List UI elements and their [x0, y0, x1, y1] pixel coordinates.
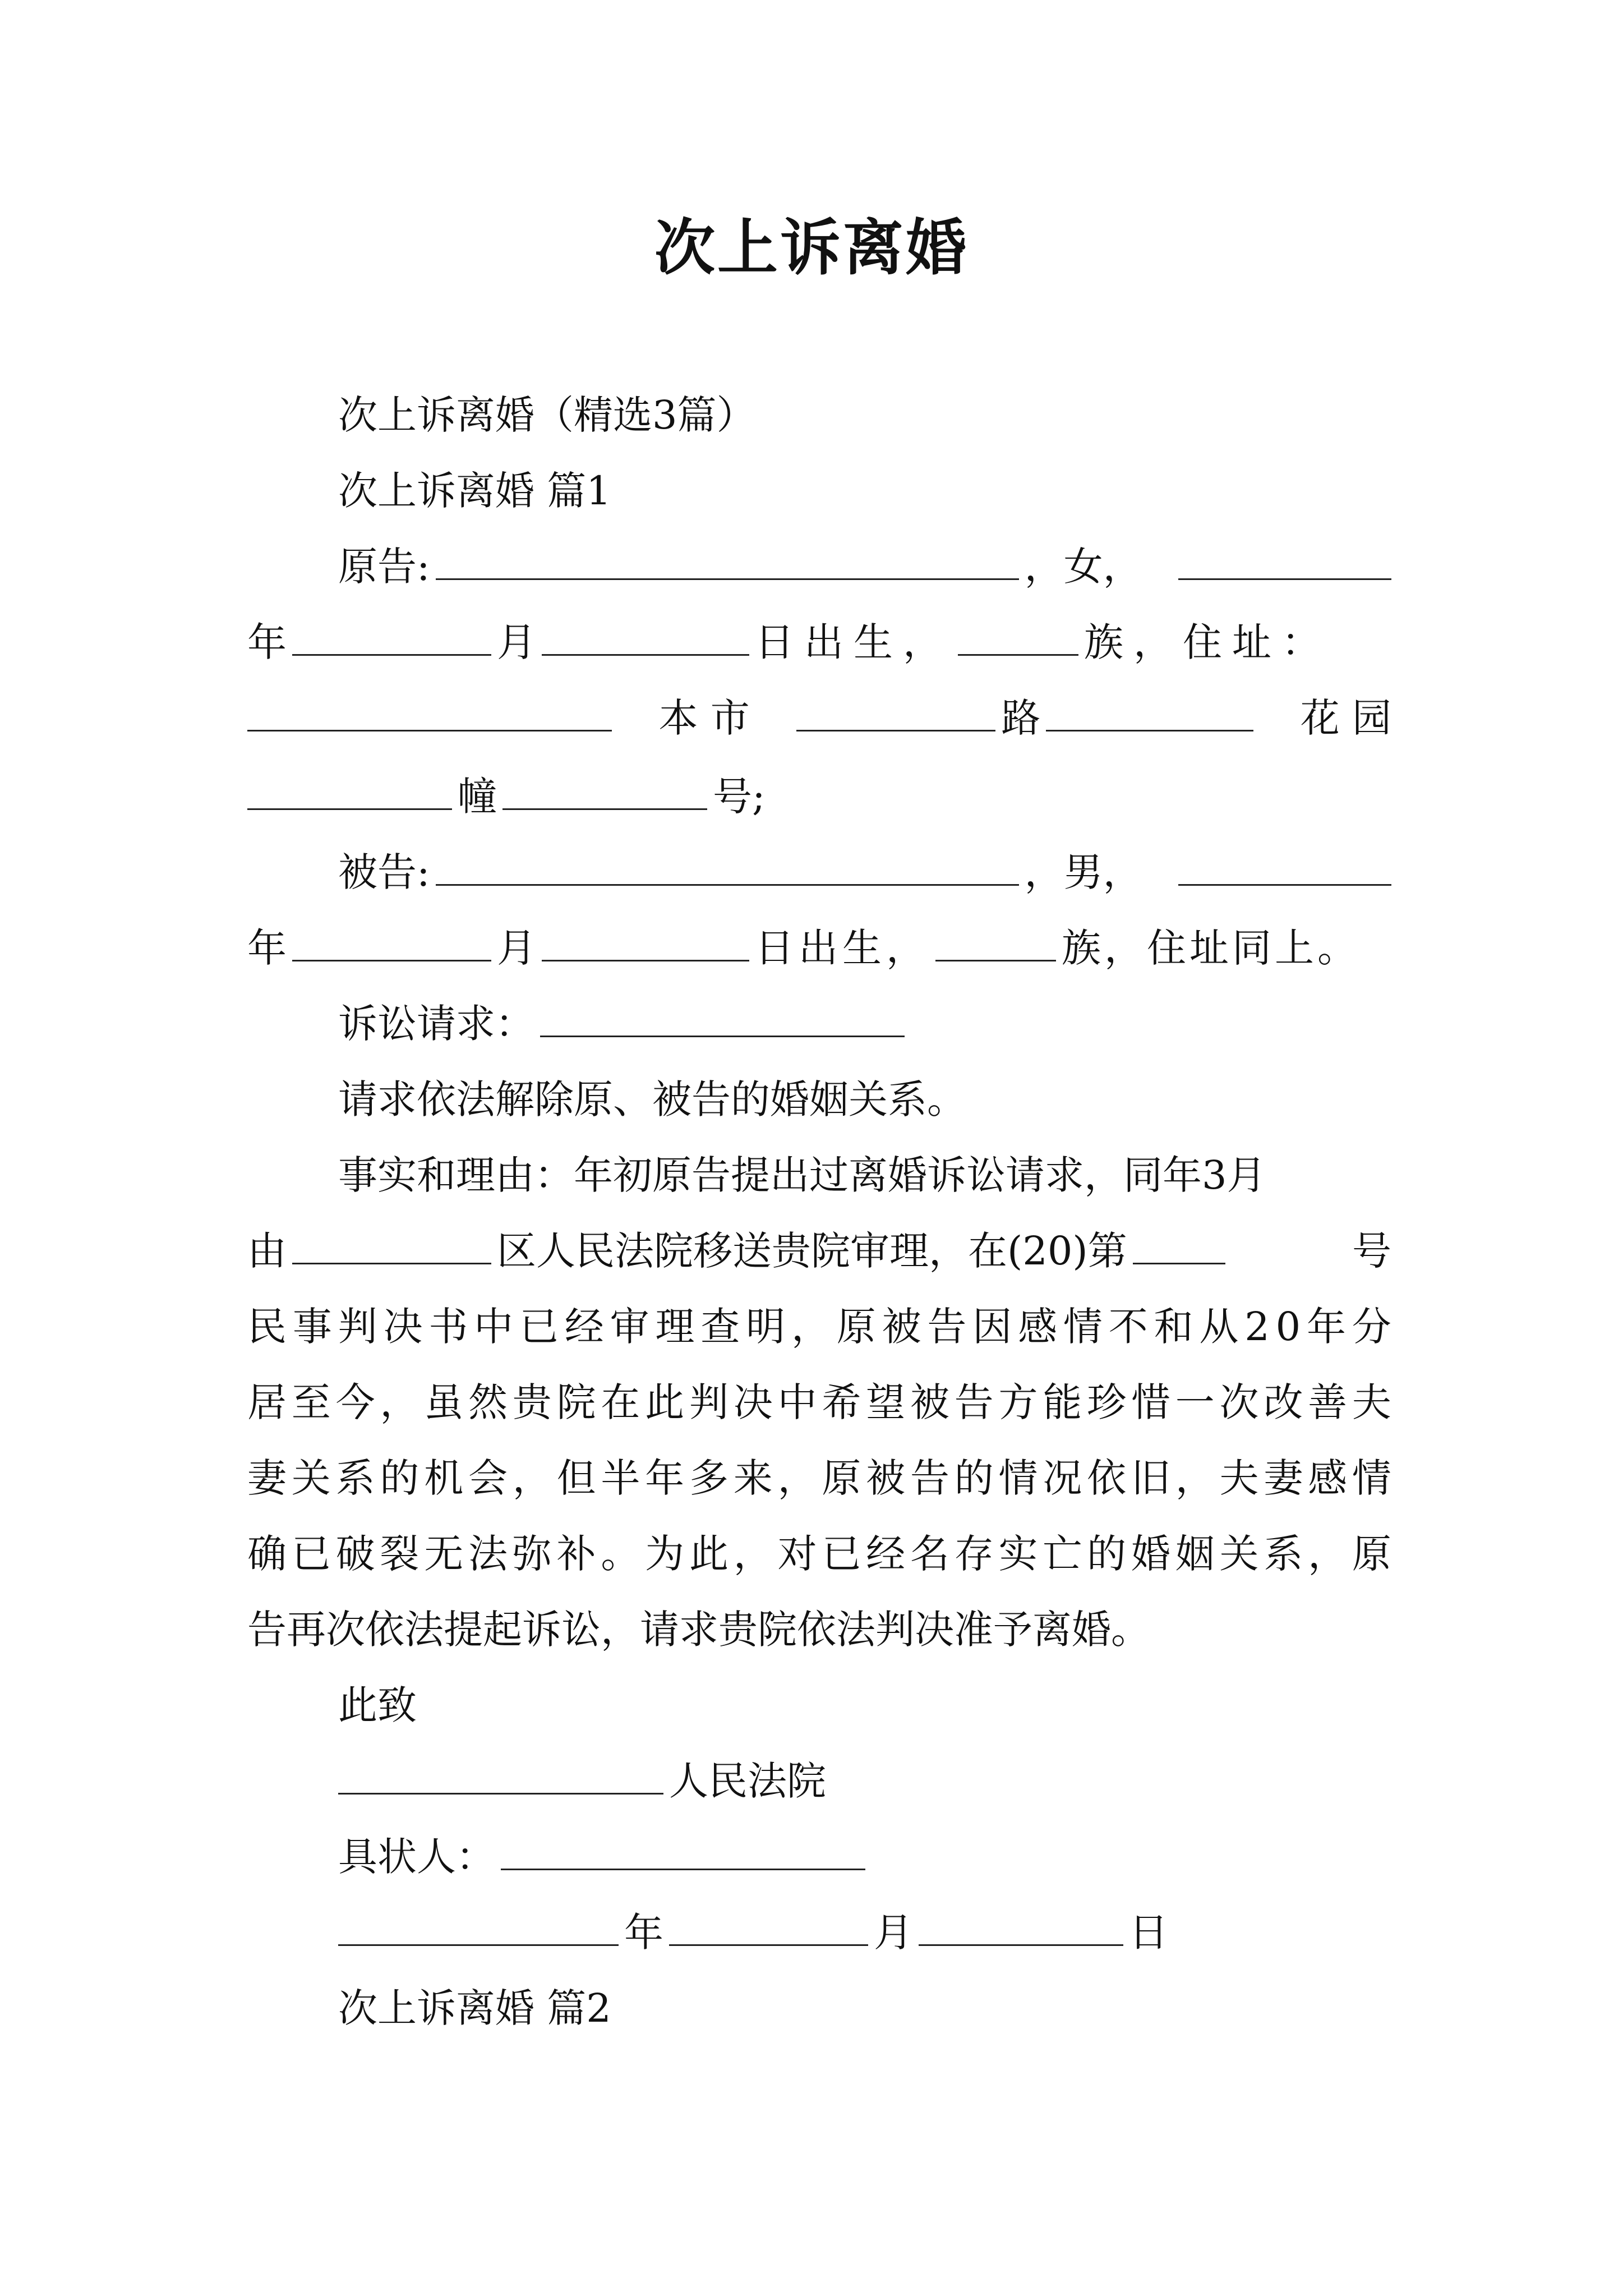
- closing-line: [338, 1677, 1391, 1733]
- plaintiff-ethnic-blank: [958, 619, 1078, 656]
- document-title: 次上诉离婚: [654, 213, 969, 283]
- district-court-blank: [292, 1228, 491, 1264]
- signer-label: 具状人：: [338, 1834, 495, 1880]
- defendant-name-blank: [436, 849, 1019, 886]
- signer-line: [338, 1829, 1391, 1885]
- claim-blank: [540, 1001, 905, 1037]
- facts-line-4: [247, 1374, 1391, 1430]
- facts-line-5: [247, 1450, 1391, 1506]
- case-number-blank: [1133, 1228, 1225, 1264]
- date-line: [338, 1904, 1391, 1961]
- facts-line-7: [247, 1602, 1391, 1658]
- plaintiff-line-4: [247, 769, 1391, 825]
- plaintiff-road-blank: [796, 695, 995, 731]
- plaintiff-address-label: 族，住址：: [1084, 619, 1331, 665]
- defendant-month-blank: [292, 925, 491, 961]
- facts-line-3: [247, 1299, 1391, 1355]
- subtitle: [338, 387, 1391, 443]
- defendant-line-1: [338, 844, 1391, 900]
- plaintiff-building-blank: [502, 774, 707, 810]
- facts-text-7: 告再次依法提起诉讼，请求贵院依法判决准予离婚。: [247, 1607, 1150, 1653]
- subtitle-text: 次上诉离婚（精选3篇）: [338, 392, 756, 438]
- defendant-birth-label: 日出生，: [755, 925, 930, 971]
- plaintiff-name-blank: [436, 544, 1019, 580]
- facts-line-1: [338, 1147, 1391, 1203]
- date-month-label: 月: [874, 1910, 913, 1955]
- facts-text-6: 确 已 破 裂 无 法 弥 补 。 为 此 ， 对 已 经 名 存 实 亡 的 婚 姻 关 系 ， 原: [247, 1531, 1391, 1577]
- plaintiff-month-label: 月: [497, 619, 536, 665]
- defendant-line-2: [247, 920, 1391, 976]
- facts-line-2: [247, 1223, 1391, 1279]
- defendant-label: 被告:: [338, 849, 430, 895]
- defendant-year-label: 年: [247, 925, 287, 971]
- defendant-month-label: 月: [497, 925, 536, 971]
- plaintiff-birth-year-blank: [1178, 544, 1391, 580]
- plaintiff-line-2: [247, 614, 1391, 670]
- plaintiff-line-3: [247, 690, 1391, 746]
- facts-line-6: [247, 1526, 1391, 1582]
- plaintiff-building-label: 幢: [458, 774, 497, 820]
- claim-text: 请求依法解除原、被告的婚姻关系。: [338, 1076, 966, 1122]
- plaintiff-address-blank: [247, 695, 612, 731]
- date-year-blank: [338, 1910, 619, 1946]
- claim-label: 诉讼请求：: [338, 1001, 534, 1047]
- plaintiff-garden-blank: [1046, 695, 1253, 731]
- court-line: [338, 1753, 1391, 1809]
- facts-text-4: 居 至 今 ， 虽 然 贵 院 在 此 判 决 中 希 望 被 告 方 能 珍 惜 一 次 改 善 夫: [247, 1379, 1391, 1425]
- closing-text: 此致: [338, 1682, 417, 1728]
- date-day-blank: [919, 1910, 1123, 1946]
- facts-text-1: 事实和理由：年初原告提出过离婚诉讼请求，同年3月: [338, 1152, 1266, 1198]
- claim-line: [338, 996, 1391, 1052]
- plaintiff-number-label: 号;: [713, 774, 766, 820]
- facts-text-5: 妻 关 系 的 机 会 ， 但 半 年 多 来 ， 原 被 告 的 情 况 依 旧 ， 夫 妻 感 情: [247, 1455, 1391, 1501]
- defendant-ethnic-blank: [935, 925, 1056, 961]
- plaintiff-city-label: 本 市: [658, 695, 750, 741]
- plaintiff-year-label: 年: [247, 619, 287, 665]
- facts-text-3: 民 事 判 决 书 中 已 经 审 理 查 明 ， 原 被 告 因 感 情 不 和 从 2 0 年 分: [247, 1304, 1391, 1350]
- defendant-day-blank: [542, 925, 749, 961]
- court-name-blank: [338, 1758, 663, 1795]
- facts-text-2a: 由: [247, 1228, 287, 1274]
- plaintiff-line-1: [338, 539, 1391, 595]
- plaintiff-gender: ，女，: [1024, 544, 1142, 590]
- court-label: 人民法院: [669, 1758, 826, 1804]
- plaintiff-garden-label: 花 园: [1300, 695, 1391, 741]
- date-month-blank: [669, 1910, 868, 1946]
- claim-text-line: [338, 1071, 1391, 1128]
- plaintiff-garden-name-blank: [247, 774, 452, 810]
- signer-blank: [501, 1834, 865, 1870]
- plaintiff-label: 原告:: [338, 544, 430, 590]
- defendant-gender: ，男，: [1024, 849, 1142, 895]
- section-heading-1: [338, 463, 1391, 519]
- defendant-birth-year-blank: [1178, 849, 1391, 886]
- section-heading-1-text: 次上诉离婚 篇1: [338, 468, 611, 514]
- section-heading-2-text: 次上诉离婚 篇2: [338, 1985, 611, 2031]
- plaintiff-day-blank: [542, 619, 749, 656]
- plaintiff-road-label: 路: [1001, 695, 1041, 741]
- date-day-label: 日: [1129, 1910, 1168, 1955]
- plaintiff-month-blank: [292, 619, 491, 656]
- defendant-address-label: 族，住址同上。: [1062, 925, 1360, 971]
- facts-text-2c: 号: [1352, 1228, 1391, 1274]
- plaintiff-birth-label: 日出生，: [755, 619, 952, 665]
- section-heading-2: [338, 1980, 1391, 2036]
- facts-text-2b: 区人民法院移送贵院审理，在(20)第: [497, 1228, 1127, 1274]
- date-year-label: 年: [624, 1910, 663, 1955]
